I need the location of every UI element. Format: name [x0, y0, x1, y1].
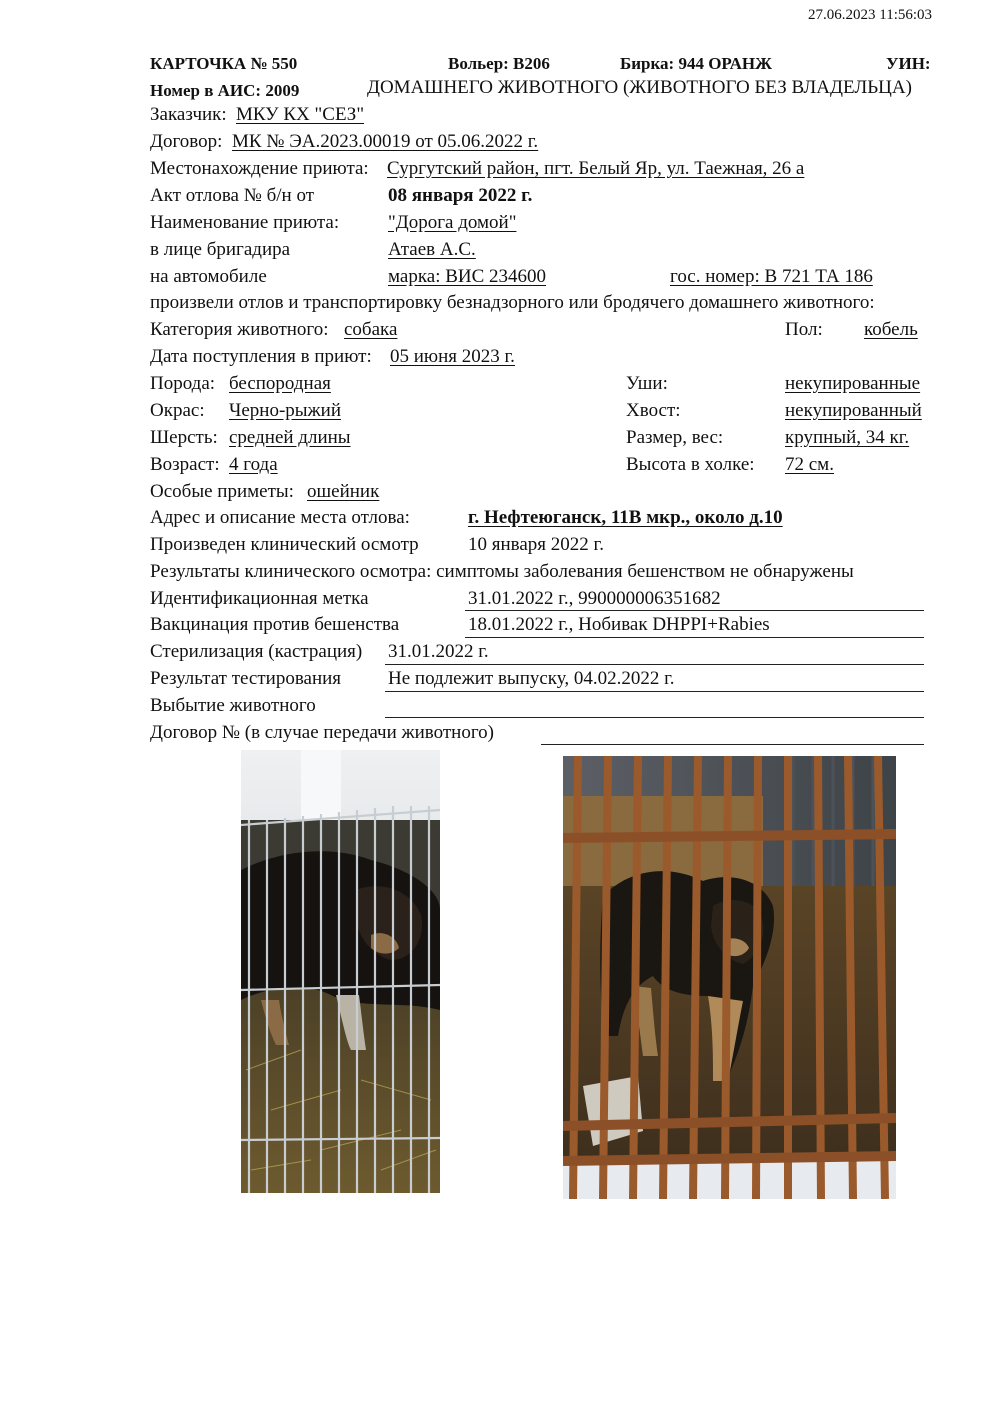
capture-address-value: г. Нефтеюганск, 11В мкр., около д.10 [468, 507, 783, 528]
shelter-name-label: Наименование приюта: [150, 212, 340, 233]
vaccination-value: 18.01.2022 г., Нобивак DHPPI+Rabies [468, 614, 770, 635]
foreman-value: Атаев А.С. [388, 239, 476, 260]
id-tag-label: Идентификационная метка [150, 588, 369, 609]
coat-label: Шерсть: [150, 427, 218, 448]
arrival-value: 05 июня 2023 г. [390, 346, 515, 367]
transfer-contract-line [541, 744, 924, 745]
vehicle-model: марка: ВИС 234600 [388, 266, 547, 287]
exam-label: Произведен клинический осмотр [150, 534, 419, 555]
marks-label: Особые приметы: [150, 481, 294, 502]
contract-value: МК № ЭА.2023.00019 от 05.06.2022 г. [232, 131, 539, 152]
dog-in-wire-cage-photo [241, 750, 440, 1193]
height-label: Высота в холке: [626, 454, 755, 475]
test-result-label: Результат тестирования [150, 668, 342, 689]
customer-value: МКУ КХ "СЕЗ" [236, 104, 365, 125]
exam-result: Результаты клинического осмотра: симптомы заболевания бешенством не обнаружены [150, 561, 854, 582]
age-label: Возраст: [150, 454, 220, 475]
color-value: Черно-рыжий [229, 400, 342, 421]
shelter-location-value: Сургутский район, пгт. Белый Яр, ул. Таежная, 26 а [387, 158, 805, 179]
coat-value: средней длины [229, 427, 351, 448]
ears-label: Уши: [626, 373, 668, 394]
vehicle-plate: гос. номер: В 721 ТА 186 [670, 266, 873, 287]
ears-value: некупированные [785, 373, 921, 394]
capture-act-label: Акт отлова № б/н от [150, 185, 315, 206]
departure-line [385, 717, 924, 718]
age-value: 4 года [229, 454, 278, 475]
ais-number: Номер в АИС: 2009 [150, 81, 300, 100]
category-value: собака [344, 319, 398, 340]
tag-number: Бирка: 944 ОРАНЖ [620, 54, 772, 73]
departure-label: Выбытие животного [150, 695, 316, 716]
tail-label: Хвост: [626, 400, 681, 421]
vaccination-line [465, 637, 924, 638]
sterilization-value: 31.01.2022 г. [388, 641, 489, 662]
card-title: ДОМАШНЕГО ЖИВОТНОГО (ЖИВОТНОГО БЕЗ ВЛАДЕЛЬЦА) [367, 77, 912, 98]
sterilization-label: Стерилизация (кастрация) [150, 641, 363, 662]
id-tag-line [465, 610, 924, 611]
card-number: КАРТОЧКА № 550 [150, 54, 298, 73]
vaccination-label: Вакцинация против бешенства [150, 614, 400, 635]
shelter-location-label: Местонахождение приюта: [150, 158, 369, 179]
enclosure-number: Вольер: В206 [448, 54, 550, 73]
id-tag-value: 31.01.2022 г., 990000006351682 [468, 588, 721, 609]
sterilization-line [385, 664, 924, 665]
capture-act-value: 08 января 2022 г. [388, 185, 533, 206]
marks-value: ошейник [307, 481, 380, 502]
test-result-value: Не подлежит выпуску, 04.02.2022 г. [388, 668, 675, 689]
customer-label: Заказчик: [150, 104, 227, 125]
category-label: Категория животного: [150, 319, 329, 340]
transfer-contract-label: Договор № (в случае передачи животного) [150, 722, 494, 743]
arrival-label: Дата поступления в приют: [150, 346, 372, 367]
shelter-name-value: "Дорога домой" [388, 212, 517, 233]
sex-value: кобель [864, 319, 918, 340]
test-result-line [385, 691, 924, 692]
sex-label: Пол: [785, 319, 823, 340]
breed-value: беспородная [229, 373, 331, 394]
size-value: крупный, 34 кг. [785, 427, 910, 448]
breed-label: Порода: [150, 373, 216, 394]
color-label: Окрас: [150, 400, 205, 421]
vehicle-label: на автомобиле [150, 266, 267, 287]
dog-behind-rusty-bars-photo [563, 756, 896, 1199]
foreman-label: в лице бригадира [150, 239, 291, 260]
statement-text: произвели отлов и транспортировку безнадзорного или бродячего домашнего животного: [150, 292, 875, 313]
contract-label: Договор: [150, 131, 223, 152]
tail-value: некупированный [785, 400, 922, 421]
uin-label: УИН: [886, 54, 931, 73]
size-label: Размер, вес: [626, 427, 724, 448]
exam-value: 10 января 2022 г. [468, 534, 604, 555]
height-value: 72 см. [785, 454, 834, 475]
capture-address-label: Адрес и описание места отлова: [150, 507, 410, 528]
print-timestamp: 27.06.2023 11:56:03 [808, 7, 933, 23]
